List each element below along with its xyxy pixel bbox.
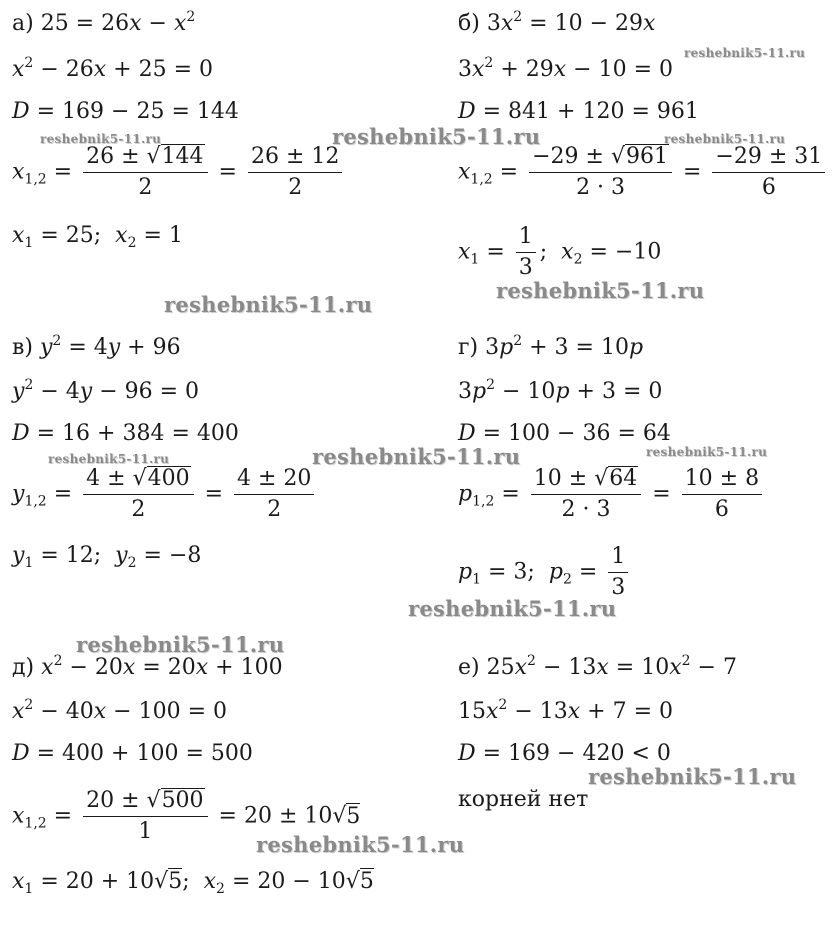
problem-b-roots: $x_1$ = $\frac{1}{3}$ ; $x_2 = -10$ [458,224,662,280]
fraction: $\frac{20 \pm √500}{1}$ [83,788,207,845]
problem-g-discriminant: D = 100 − 36 = 64 [458,421,671,446]
problem-d-equation: д) $x^2 - 20x = 20x + 100$ [12,653,283,680]
fraction: $\frac{10 \pm √64}{2 \cdot 3}$ [531,466,641,523]
watermark: reshebnik5-11.ru [256,832,465,857]
problem-d-roots: $x_1 = 20 + 10√5$; $x_2 = 20 - 10√5$ [12,869,374,897]
watermark: reshebnik5-11.ru [408,596,617,621]
problem-b-formula: $x_{1,2}$ = $\frac{-29 \pm √961}{2 \cdot 3}$ = $\frac{-29 \pm 31}{6}$ [458,144,829,201]
problem-e-discriminant: D = 169 − 420 < 0 [458,741,671,766]
problem-g-step1: $3p^2 - 10p + 3 = 0$ [458,377,663,404]
watermark: reshebnik5-11.ru [48,452,170,466]
fraction: $\frac{-29 \pm 31}{6}$ [712,144,825,201]
problem-a-formula: $x_{1,2}$ = $\frac{26 \pm √144}{2}$ = $\frac{26 \pm 12}{2}$ [12,144,346,201]
problem-g-roots: $p_1 = 3$; $p_2$ = $\frac{1}{3}$ [458,544,632,601]
watermark: reshebnik5-11.ru [332,124,541,149]
fraction: $\frac{26 \pm √144}{2}$ [83,144,207,201]
problem-b-step1: $3x^2 + 29x - 10 = 0$ [458,55,674,82]
problem-a-roots: $x_1 = 25$; $x_2 = 1$ [12,223,183,251]
fraction: $\frac{10 \pm 8}{6}$ [682,466,762,523]
problem-a-discriminant: D = 169 − 25 = 144 [12,99,239,124]
fraction: $\frac{26 \pm 12}{2}$ [248,144,342,201]
problem-d-step1: $x^2 - 40x - 100 = 0$ [12,697,228,724]
watermark: reshebnik5-11.ru [664,132,786,146]
problem-v-step1: $y^2 - 4y - 96 = 0$ [12,377,200,404]
problem-g-formula: $p_{1,2}$ = $\frac{10 \pm √64}{2 \cdot 3}$ = $\frac{10 \pm 8}{6}$ [458,466,766,523]
problem-b-discriminant: D = 841 + 120 = 961 [458,99,699,124]
problem-d [12,650,452,910]
fraction: $\frac{1}{3}$ [516,224,536,281]
watermark: reshebnik5-11.ru [588,764,797,789]
watermark: reshebnik5-11.ru [76,632,285,657]
problem-g [458,330,828,610]
watermark: reshebnik5-11.ru [312,444,521,469]
fraction: $\frac{-29 \pm √961}{2 \cdot 3}$ [529,144,672,201]
problem-e-equation: е) $25x^2 - 13x = 10x^2 - 7$ [458,653,737,680]
problem-d-formula: $x_{1,2}$ = $\frac{20 \pm √500}{1}$ = 20 ± 10√5 [12,788,361,844]
problem-b-equation: б) $3x^2 = 10 - 29x$ [458,9,656,36]
watermark: reshebnik5-11.ru [40,132,162,146]
watermark: reshebnik5-11.ru [646,445,768,459]
fraction: $\frac{4 \pm 20}{2}$ [234,466,314,523]
problem-v-discriminant: D = 16 + 384 = 400 [12,421,239,446]
problem-d-discriminant: D = 400 + 100 = 500 [12,741,253,766]
watermark: reshebnik5-11.ru [684,46,806,60]
problem-e-step1: $15x^2 - 13x + 7 = 0$ [458,697,674,724]
fraction: $\frac{4 \pm √400}{2}$ [83,466,193,523]
problem-e-conclusion: корней нет [458,787,589,812]
watermark: reshebnik5-11.ru [164,292,373,317]
problem-e [458,650,828,830]
problem-a-equation: а) $25 = 26x - x^2$ [12,9,196,36]
fraction: $\frac{1}{3}$ [608,544,628,601]
watermark: reshebnik5-11.ru [496,278,705,303]
problem-v-roots: $y_1 = 12$; $y_2 = -8$ [12,543,202,571]
problem-v-formula: $y_{1,2}$ = $\frac{4 \pm √400}{2}$ = $\frac{4 \pm 20}{2}$ [12,466,318,523]
problem-a-step1: $x^2 - 26x + 25 = 0$ [12,55,214,82]
problem-g-equation: г) $3p^2 + 3 = 10p$ [458,333,644,360]
problem-v-equation: в) $y^2 = 4y + 96$ [12,333,181,360]
